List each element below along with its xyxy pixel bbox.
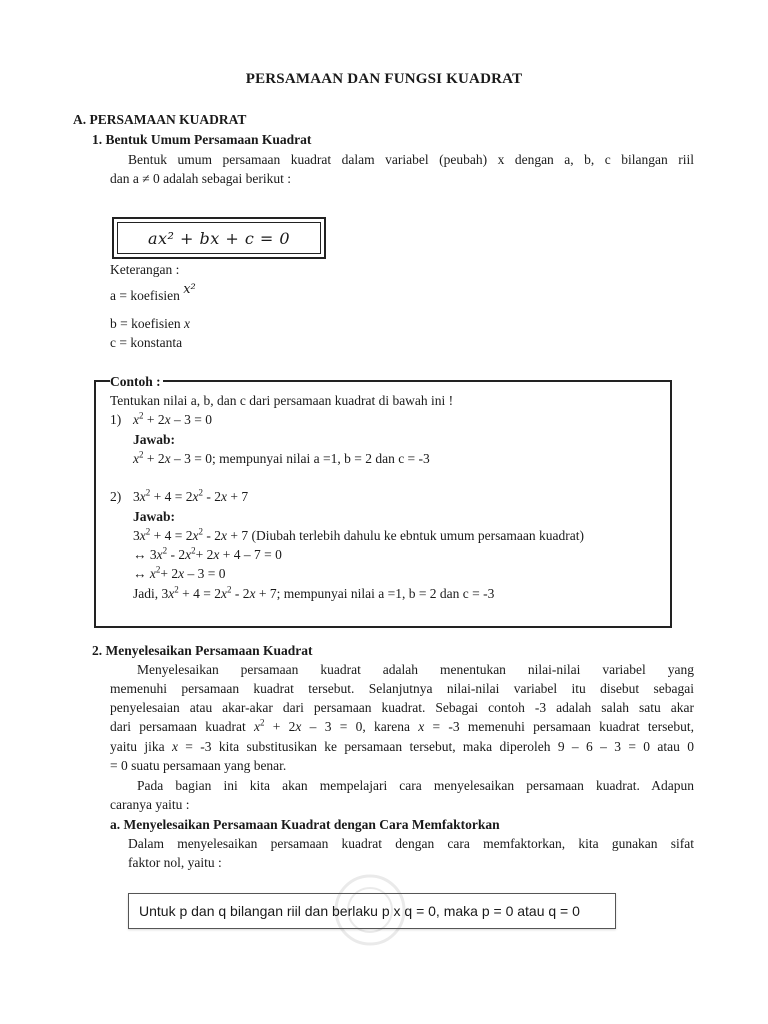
general-formula: ax² + bx + c = 0 bbox=[117, 222, 321, 254]
intro-line-1: Bentuk umum persamaan kuadrat dalam variabel (peubah) x dengan a, b, c bilangan riil bbox=[128, 152, 694, 167]
example-1-result: ; mempunyai nilai a =1, b = 2 dan c = -3 bbox=[212, 451, 430, 466]
paragraph-1-line-1: Menyelesaikan persamaan kuadrat adalah menentukan nilai-nilai variabel yang bbox=[137, 662, 694, 677]
p1-l4-part-b: , karena bbox=[362, 719, 419, 734]
keterangan-c: c = konstanta bbox=[110, 335, 183, 350]
paragraph-2-line-1: Pada bagian ini kita akan mempelajari cara menyelesaikan persamaan kuadrat. Adapun bbox=[137, 778, 694, 793]
keterangan-b-text: b = koefisien bbox=[110, 316, 184, 331]
example-2-jawab: Jawab: bbox=[133, 509, 176, 524]
p1-l5-var: x bbox=[171, 739, 178, 754]
section-a-heading: A. PERSAMAAN KUADRAT bbox=[73, 112, 247, 127]
intro-line-2: dan a ≠ 0 adalah sebagai berikut : bbox=[110, 171, 291, 186]
subsection-2-heading: 2. Menyelesaikan Persamaan Kuadrat bbox=[92, 643, 313, 658]
example-2-equation: $3x^2 + 4 = 2x^2 - 2x + 7$ bbox=[133, 487, 249, 504]
example-2-step-2: ↔ $3x^2 - 2x^2+ 2x + 4 - 7 = 0$ bbox=[133, 545, 282, 562]
example-2-note: (Diubah terlebih dahulu ke ebntuk umum persamaan kuadrat) bbox=[248, 528, 585, 543]
subsection-a-line-2: faktor nol, yaitu : bbox=[128, 855, 222, 870]
p1-l5-part-a: yaitu jika bbox=[110, 739, 172, 754]
keterangan-a-term: x² bbox=[183, 282, 196, 297]
example-1-equation: $x^2 + 2x - 3 = 0$ bbox=[133, 410, 212, 427]
p1-l4-part-c: = -3 memenuhi persamaan kuadrat tersebut, bbox=[424, 719, 694, 734]
formula-box bbox=[112, 217, 326, 259]
example-2-conclusion: Jadi, $3x^2 + 4 = 2x^2 - 2x + 7$; mempunyai nilai a =1, b = 2 dan c = -3 bbox=[133, 584, 495, 601]
p1-l4-var: x bbox=[418, 719, 425, 734]
p1-l5-part-b: = -3 kita substitusikan ke persamaan tersebut, maka diperoleh 9 – 6 – 3 = 0 atau 0 bbox=[177, 739, 694, 754]
subsection-a-line-1: Dalam menyelesaikan persamaan kuadrat dengan cara memfaktorkan, kita gunakan sifat bbox=[128, 836, 694, 851]
example-2-number: 2) bbox=[110, 489, 122, 504]
keterangan-a bbox=[110, 282, 196, 306]
example-2-result: ; mempunyai nilai a =1, b = 2 dan c = -3 bbox=[276, 586, 495, 601]
keterangan-b-term: x bbox=[183, 316, 190, 331]
keterangan-b bbox=[110, 314, 190, 333]
contoh-instruction: Tentukan nilai a, b, dan c dari persamaan kuadrat di bawah ini ! bbox=[110, 393, 454, 408]
example-1-number: 1) bbox=[110, 412, 122, 427]
paragraph-1-line-6: = 0 suatu persamaan yang benar. bbox=[110, 758, 287, 773]
subsection-1-heading: 1. Bentuk Umum Persamaan Kuadrat bbox=[92, 132, 312, 147]
page-title: PERSAMAAN DAN FUNGSI KUADRAT bbox=[245, 71, 523, 87]
jadi-label: Jadi, bbox=[133, 586, 162, 601]
subsection-a-heading: a. Menyelesaikan Persamaan Kuadrat dengan Cara Memfaktorkan bbox=[110, 817, 500, 832]
zero-factor-property-box: Untuk p dan q bilangan riil dan berlaku p x q = 0, maka p = 0 atau q = 0 bbox=[128, 893, 616, 929]
paragraph-1-line-2: memenuhi persamaan kuadrat tersebut. Selanjutnya nilai-nilai variabel itu disebut sebagai bbox=[110, 681, 694, 696]
paragraph-1-line-4: dari persamaan kuadrat $x^2 + 2x - 3 = 0$, karena x = -3 memenuhi persamaan kuadrat tersebut, bbox=[110, 717, 694, 734]
keterangan-label: Keterangan : bbox=[110, 262, 180, 277]
paragraph-2-line-2: caranya yaitu : bbox=[110, 797, 190, 812]
example-2-step-1: $3x^2 + 4 = 2x^2 - 2x + 7$ (Diubah terlebih dahulu ke ebntuk umum persamaan kuadrat) bbox=[133, 526, 585, 543]
example-1-jawab: Jawab: bbox=[133, 432, 176, 447]
example-2-step-3: ↔ $x^2+ 2x - 3 = 0$ bbox=[133, 564, 226, 581]
paragraph-1-line-5 bbox=[110, 737, 694, 756]
contoh-label: Contoh : bbox=[110, 374, 161, 389]
keterangan-a-text: a = koefisien bbox=[110, 288, 184, 303]
example-1-answer: $x^2 + 2x - 3 = 0$; mempunyai nilai a =1, b = 2 dan c = -3 bbox=[133, 449, 430, 466]
paragraph-1-line-3: penyelesaian atau akar-akar dari persamaan kuadrat. Sebagai contoh -3 adalah salah satu akar bbox=[110, 700, 694, 715]
p1-l4-part-a: dari persamaan kuadrat bbox=[110, 719, 254, 734]
